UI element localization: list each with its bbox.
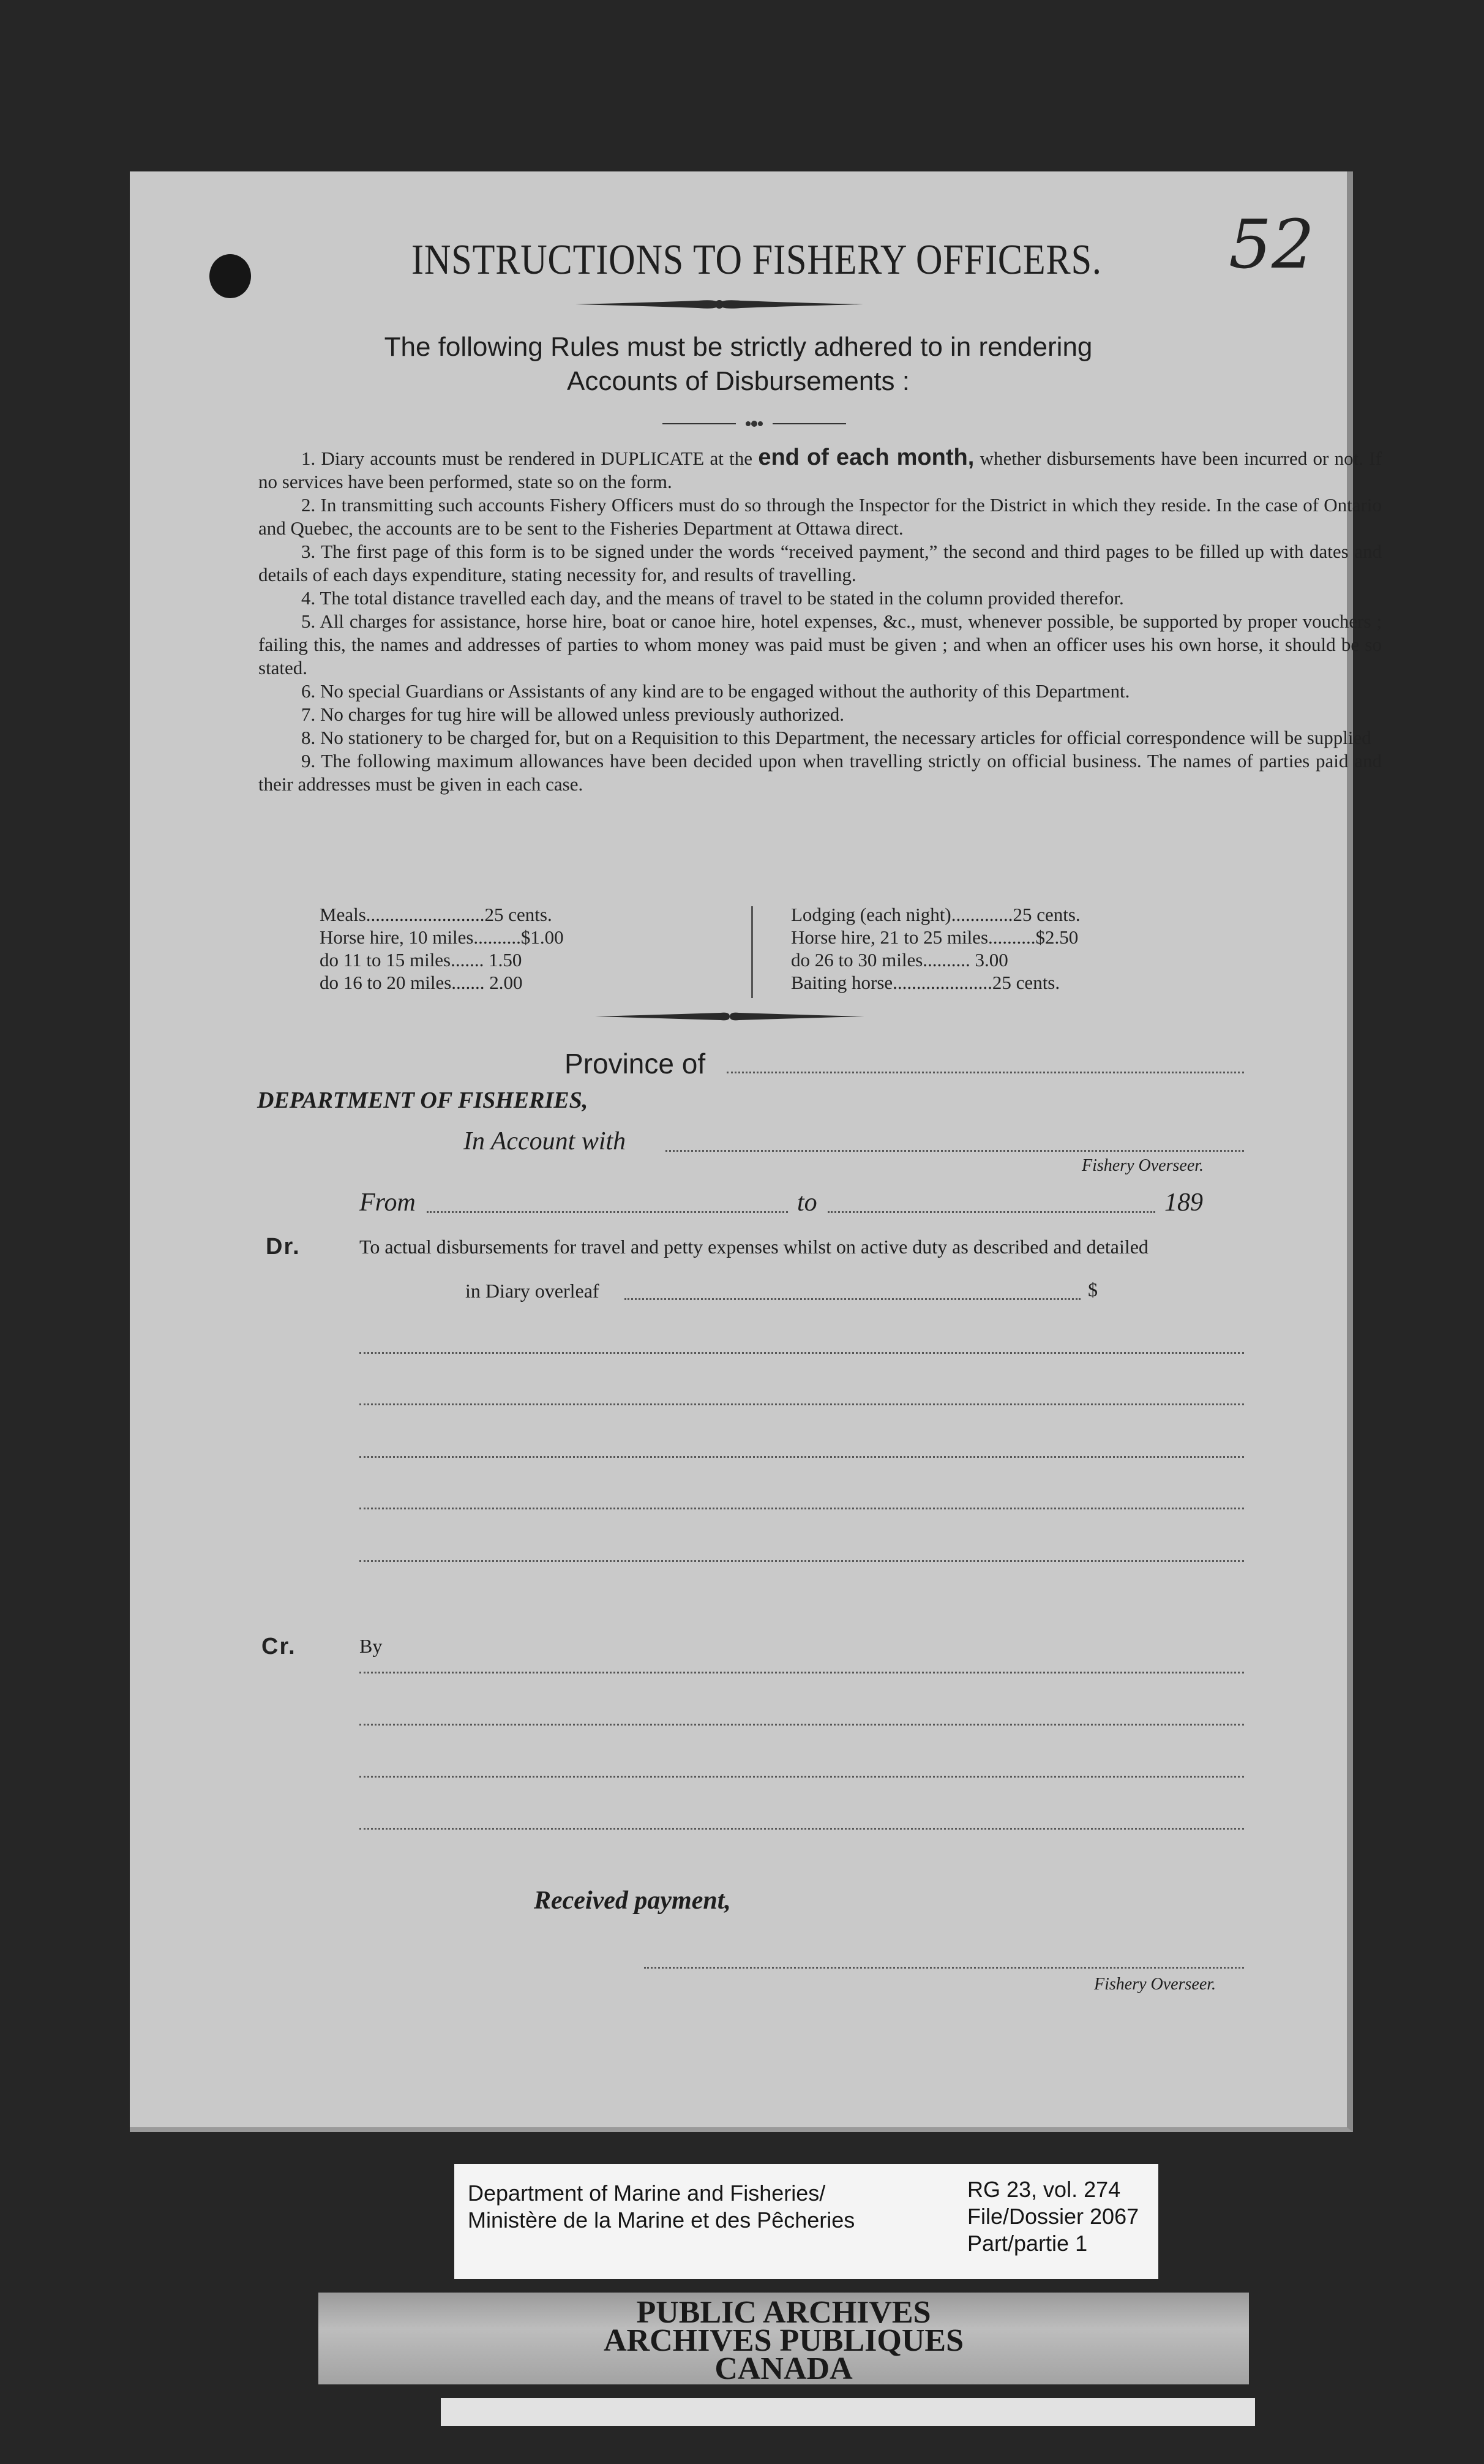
debit-line-3[interactable] bbox=[359, 1456, 1244, 1458]
rule-7: 7. No charges for tug hire will be allowed unless previously authorized. bbox=[301, 704, 845, 725]
record-group: RG 23, vol. 274 bbox=[967, 2177, 1121, 2202]
debit-label: Dr. bbox=[266, 1234, 301, 1260]
department-english: Department of Marine and Fisheries/ bbox=[468, 2180, 826, 2206]
allowance-baiting: Baiting horse.....................25 cents. bbox=[791, 972, 1060, 993]
allowance-horse-26-30: do 26 to 30 miles.......... 3.00 bbox=[791, 949, 1008, 971]
by-label: By bbox=[359, 1635, 383, 1657]
rule-2: 2. In transmitting such accounts Fishery Officers must do so through the Inspector for the District in which they reside. In the case of Ontario and Quebec, the accounts are to be sent to the Fisheries Department at Ottawa direct. bbox=[258, 494, 1382, 539]
subtitle-ornament bbox=[662, 419, 846, 428]
punch-hole bbox=[209, 254, 251, 298]
credit-label: Cr. bbox=[261, 1634, 296, 1659]
rule-5: 5. All charges for assistance, horse hire, boat or canoe hire, hotel expenses, &c., must, whenever possible, be supported by proper vouchers ; failing this, the names and addresses of parties to whom money was paid must be given ; and when an officer uses his own horse, it should be so stated. bbox=[258, 610, 1382, 678]
rule-3: 3. The first page of this form is to be signed under the words “received payment,” the second and third pages to be filled up with dates and details of each days expenditure, stating necessity for, and results of travelling. bbox=[258, 541, 1382, 585]
to-date-field[interactable] bbox=[828, 1211, 1155, 1213]
allowances-left bbox=[320, 903, 564, 994]
from-date-field[interactable] bbox=[427, 1211, 788, 1213]
in-account-label: In Account with bbox=[463, 1127, 626, 1155]
allowance-horse-10: Horse hire, 10 miles..........$1.00 bbox=[320, 926, 564, 948]
rule-8: 8. No stationery to be charged for, but on a Requisition to this Department, the necessary articles for official correspondence will be supplied bbox=[301, 727, 1371, 748]
title-ornament bbox=[575, 297, 863, 312]
part-number: Part/partie 1 bbox=[967, 2231, 1088, 2256]
diary-label: in Diary overleaf bbox=[465, 1280, 599, 1302]
allowances-right bbox=[791, 903, 1081, 994]
overseer-signature-caption: Fishery Overseer. bbox=[1094, 1975, 1216, 1994]
to-label: to bbox=[797, 1189, 817, 1217]
allowance-horse-21-25: Horse hire, 21 to 25 miles..........$2.50 bbox=[791, 926, 1079, 948]
rule-6: 6. No special Guardians or Assistants of any kind are to be engaged without the authority of this Department. bbox=[301, 680, 1130, 702]
debit-line-2[interactable] bbox=[359, 1403, 1244, 1405]
received-payment-label: Received payment, bbox=[534, 1887, 731, 1915]
department-french: Ministère de la Marine et des Pêcheries bbox=[468, 2207, 855, 2233]
subtitle-line-2: Accounts of Disbursements : bbox=[566, 366, 910, 396]
rule-4: 4. The total distance travelled each day, and the means of travel to be stated in the column provided therefor. bbox=[301, 587, 1124, 609]
archives-stamp bbox=[318, 2293, 1249, 2384]
allowance-horse-11-15: do 11 to 15 miles....... 1.50 bbox=[320, 949, 522, 971]
stamp-text bbox=[318, 2295, 1249, 2386]
department-heading: DEPARTMENT OF FISHERIES, bbox=[257, 1087, 588, 1113]
debit-line-4[interactable] bbox=[359, 1508, 1244, 1509]
film-strip bbox=[441, 2398, 1255, 2426]
signature-field[interactable] bbox=[644, 1967, 1244, 1969]
debit-description: To actual disbursements for travel and petty expenses whilst on active duty as described and detailed bbox=[359, 1236, 1149, 1258]
province-label: Province of bbox=[564, 1048, 706, 1080]
rule-9: 9. The following maximum allowances have been decided upon when travelling strictly on official business. The names of parties paid and their addresses must be given in each case. bbox=[258, 750, 1382, 795]
rules-list bbox=[258, 446, 1382, 796]
document-title: INSTRUCTIONS TO FISHERY OFFICERS. bbox=[411, 236, 1102, 284]
allowances-divider bbox=[751, 906, 753, 998]
subtitle-line-1: The following Rules must be strictly adhered to in rendering bbox=[384, 332, 1093, 362]
rule-1: 1. Diary accounts must be rendered in DUPLICATE at the end of each month, whether disbursements have been incurred or not. If no services have been performed, state so on the form. bbox=[258, 445, 1382, 492]
document-page bbox=[130, 171, 1382, 2132]
file-number: File/Dossier 2067 bbox=[967, 2204, 1139, 2229]
province-field[interactable] bbox=[727, 1072, 1244, 1073]
section-ornament bbox=[595, 1010, 864, 1023]
dollar-sign: $ bbox=[1088, 1279, 1098, 1301]
credit-line-2[interactable] bbox=[359, 1724, 1244, 1726]
emphasis-end-of-month: end of each month, bbox=[758, 445, 975, 470]
stamp-line-3: CANADA bbox=[714, 2351, 853, 2386]
allowance-horse-16-20: do 16 to 20 miles....... 2.00 bbox=[320, 972, 523, 993]
account-with-field[interactable] bbox=[665, 1150, 1244, 1152]
debit-line-1[interactable] bbox=[359, 1352, 1244, 1354]
overseer-caption: Fishery Overseer. bbox=[1082, 1156, 1204, 1175]
credit-line-1[interactable] bbox=[359, 1672, 1244, 1673]
from-label: From bbox=[359, 1189, 416, 1217]
diary-amount-field[interactable] bbox=[624, 1298, 1081, 1300]
stamp-line-2: ARCHIVES PUBLIQUES bbox=[603, 2323, 964, 2358]
debit-line-5[interactable] bbox=[359, 1560, 1244, 1562]
page-number: 52 bbox=[1229, 205, 1314, 284]
allowance-meals: Meals.........................25 cents. bbox=[320, 904, 552, 925]
archive-reference-label bbox=[454, 2164, 1158, 2279]
stamp-line-1: PUBLIC ARCHIVES bbox=[636, 2295, 931, 2330]
allowance-lodging: Lodging (each night).............25 cents. bbox=[791, 904, 1081, 925]
year-label: 189 bbox=[1164, 1189, 1203, 1217]
credit-line-3[interactable] bbox=[359, 1776, 1244, 1778]
credit-line-4[interactable] bbox=[359, 1828, 1244, 1830]
